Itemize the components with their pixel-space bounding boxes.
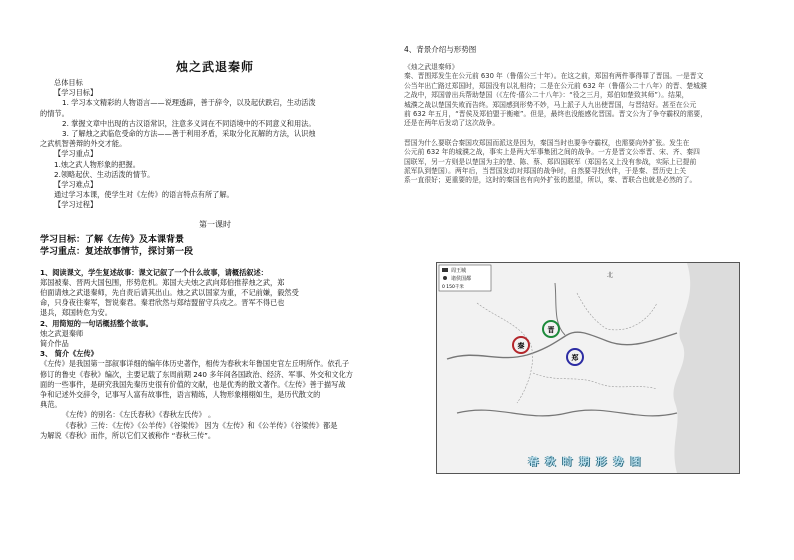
answer-1-line-3: 命，只身夜往秦军，智说秦君。秦君欣然与郑结盟留守兵戍之。晋军不得已也 [40, 298, 285, 308]
alliance-line-4: 派军队到楚国）。两年后，当晋国发动对郑国的战争时，自然要寻找伙伴，于是秦、晋历史上关 [404, 167, 687, 176]
lesson-key: 学习重点：复述故事情节，探讨第一段 [40, 246, 194, 257]
three-commentaries: 《春秋》三传：《左传》《公羊传》《谷梁传》 因为《左传》和《公羊传》《谷梁传》都是 [62, 420, 338, 430]
alliance-line-3: 国联军，另一方则是以楚国为主的楚、陈、蔡、郑四国联军（郑国名义上没有参战，实际上已提前 [404, 157, 697, 166]
zheng-label: 郑 [571, 354, 579, 362]
map-graphic [437, 263, 739, 473]
background-line-5: 前 632 年五月，“晋侯及郑伯盟于衡雍”。但是，最终也没能感化晋国。晋文公为了争夺霸权的需要， [404, 110, 708, 119]
three-commentaries-cont: 为解说《春秋》而作，所以它们又被称作 “春秋三传”。 [40, 430, 216, 440]
left-column [40, 58, 390, 441]
zuozhuan-line-2: 修订的鲁史《春秋》编次，主要记载了东周前期 240 多年间各国政治、经济、军事、外交和文化方 [40, 369, 353, 379]
key-point-1: 1.烛之武人物形象的把握。 [54, 159, 140, 169]
map-caption [440, 453, 736, 469]
goal-item-2: 2. 掌握文章中出现的古汉语常识，注意多义词在不同语境中的不同意义和用法。 [62, 118, 316, 128]
answer-1-line-4: 退兵，郑国转危为安。 [40, 308, 112, 318]
map-north-label: 北 [607, 272, 614, 279]
background-line-1: 秦、晋围郑发生在公元前 630 年（鲁僖公三十年）。在这之前，郑国有两件事得罪了晋国。一是晋文 [404, 72, 704, 81]
page-title: 烛之武退秦师 [175, 60, 254, 74]
zuozhuan-line-4: 争和记述外交辞令，记事写人富有故事性，语言精练，人物形象栩栩如生，是历代散文的 [40, 390, 321, 400]
background-line-6: 还是在两年后发动了这次战争。 [404, 119, 500, 128]
legend-label-2: 诸侯国都 [451, 276, 472, 282]
situation-map [436, 262, 740, 474]
question-2: 2、用简短的一句话概括整个故事。 [40, 318, 153, 328]
jin-label: 晋 [547, 326, 555, 334]
goal-item-1: 1. 学习本文精彩的人物语言——说理透辟，善于辞令，以及起伏跌宕，生动活泼 [62, 98, 316, 108]
question-3: 3、 简介《左传》 [40, 349, 98, 359]
goal-item-1-cont: 的情节。 [40, 108, 69, 118]
study-goal-heading: 【学习目标】 [54, 88, 98, 98]
right-column [404, 44, 760, 186]
lesson-goal: 学习目标：了解《左传》及本课背景 [40, 234, 185, 245]
alliance-line-5: 系一直很好；更重要的是，这时的秦国也有向外扩张的愿望，所以，秦、晋联合也就是必然的了。 [404, 176, 697, 185]
answer-1-line-1: 郑国被秦、晋两大国包围，形势危机。郑国大夫烛之武向郑伯推荐烛之武，郑 [40, 277, 285, 287]
map-caption-text: 春秋时期形势图 [528, 457, 648, 468]
zuozhuan-alias: 《左传》的别名：《左氏春秋》《春秋左氏传》 。 [62, 410, 216, 420]
question-1: 1、阅读课文，学生复述故事：课文记叙了一个什么故事，请概括叙述： [40, 267, 268, 277]
key-points-heading: 【学习重点】 [54, 149, 98, 159]
process-heading: 【学习过程】 [54, 200, 98, 210]
background-line-2: 公当年出亡路过郑国时，郑国没有以礼相待；二是在公元前 632 年（鲁僖公二十八年）的晋、楚城濮 [404, 81, 707, 90]
goal-item-3: 3. 了解烛之武临危受命的方法——善于利用矛盾，采取分化瓦解的方法，认识烛 [62, 129, 316, 139]
alliance-line-2: 公元前 632 年的城濮之战，事实上是两大军事集团之间的战争。一方是晋文公率晋、宋、齐、秦四 [404, 148, 700, 157]
goal-item-3-cont: 之武机智善辩的外交才能。 [40, 139, 127, 149]
zuozhuan-line-1: 《左传》是我国第一部叙事详细的编年体历史著作，相传为春秋末年鲁国史官左丘明所作。依孔子 [40, 359, 350, 369]
qin-label: 秦 [517, 342, 525, 350]
zuozhuan-line-5: 典范。 [40, 400, 62, 410]
answer-1-line-2: 伯面请烛之武退秦师，先自责后请其出山。烛之武以国家为重，不记前嫌，毅然受 [40, 288, 299, 298]
legend-label-1: 周王城 [451, 268, 467, 274]
background-title: 《烛之武退秦师》 [404, 63, 459, 71]
alliance-line-1: 晋国为什么要联合秦国攻郑国而派这是因为，秦国当时也要争夺霸权，也需要向外扩张。发生在 [404, 138, 690, 147]
intro-works: 简介作品 [40, 339, 69, 349]
section-heading: 4、背景介绍与形势图 [404, 45, 477, 54]
zuozhuan-line-3: 面的一些事件，是研究我国先秦历史很有价值的文献，也是优秀的散文著作。《左传》善于描写战 [40, 379, 346, 389]
legend-scale: 0 150千米 [442, 285, 464, 290]
overall-goal-heading: 总体目标 [54, 78, 83, 87]
difficulty-1: 通过学习本课，使学生对《左传》的语言特点有所了解。 [54, 190, 234, 200]
lesson-title: 第一课时 [199, 219, 231, 229]
key-point-2: 2.领略起伏、生动活泼的情节。 [54, 169, 155, 179]
difficulty-heading: 【学习难点】 [54, 180, 98, 190]
answer-2: 烛之武退秦师 [40, 328, 84, 338]
background-line-3: 之战中，郑国曾出兵帮助楚国（《左传·僖公二十八年》：“役之三月，郑伯如楚致其师”）。结果， [404, 91, 689, 100]
background-line-4: 城濮之战以楚国失败而告终。郑国感到形势不妙，马上派子人九出使晋国，与晋结好。甚至在公元 [404, 100, 697, 109]
